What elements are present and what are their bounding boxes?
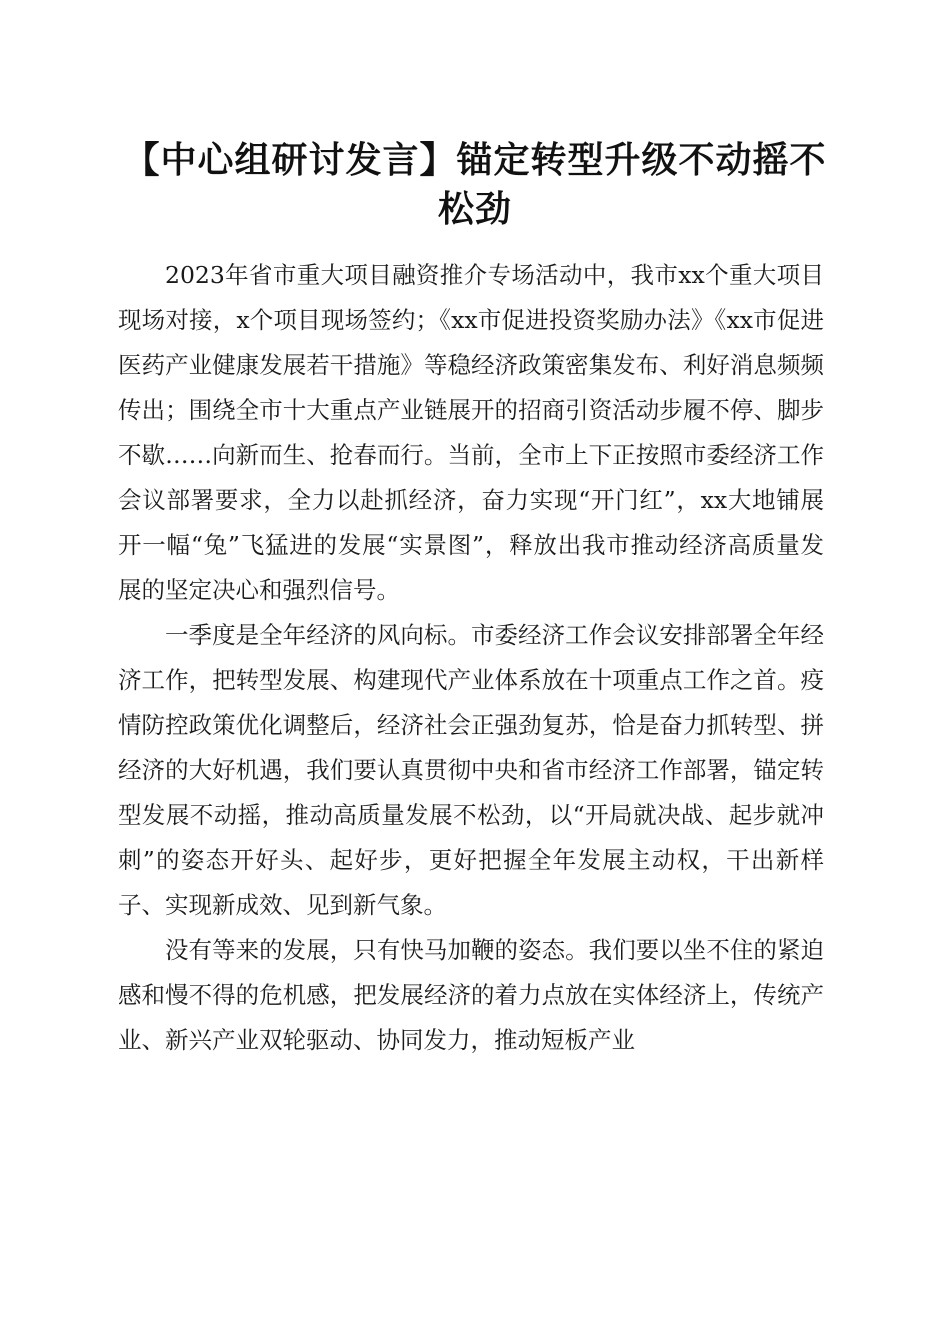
document-body [118, 253, 824, 1063]
document-title: 【中心组研讨发言】锚定转型升级不动摇不松劲 [123, 140, 827, 230]
paragraph: 2023年省市重大项目融资推介专场活动中，我市xx个重大项目现场对接，x个项目现场签约；《xx市促进投资奖励办法》《xx市促进医药产业健康发展若干措施》等稳经济政策密集发布、利好消息频频传出；围绕全市十大重点产业链展开的招商引资活动步履不停、脚步不歇……向新而生、抢春而行。当前，全市上下正按照市委经济工作会议部署要求，全力以赴抓经济，奋力实现“开门红”，xx大地铺展开一幅“兔”飞猛进的发展“实景图”，释放出我市推动经济高质量发展的坚定决心和强烈信号。 [118, 261, 824, 604]
paragraph: 一季度是全年经济的风向标。市委经济工作会议安排部署全年经济工作，把转型发展、构建现代产业体系放在十项重点工作之首。疫情防控政策优化调整后，经济社会正强劲复苏，恰是奋力抓转型、拼经济的大好机遇，我们要认真贯彻中央和省市经济工作部署，锚定转型发展不动摇，推动高质量发展不松劲，以“开局就决战、起步就冲刺”的姿态开好头、起好步，更好把握全年发展主动权，干出新样子、实现新成效、见到新气象。 [118, 621, 824, 919]
paragraph: 没有等来的发展，只有快马加鞭的姿态。我们要以坐不住的紧迫感和慢不得的危机感，把发展经济的着力点放在实体经济上，传统产业、新兴产业双轮驱动、协同发力，推动短板产业 [118, 936, 824, 1054]
